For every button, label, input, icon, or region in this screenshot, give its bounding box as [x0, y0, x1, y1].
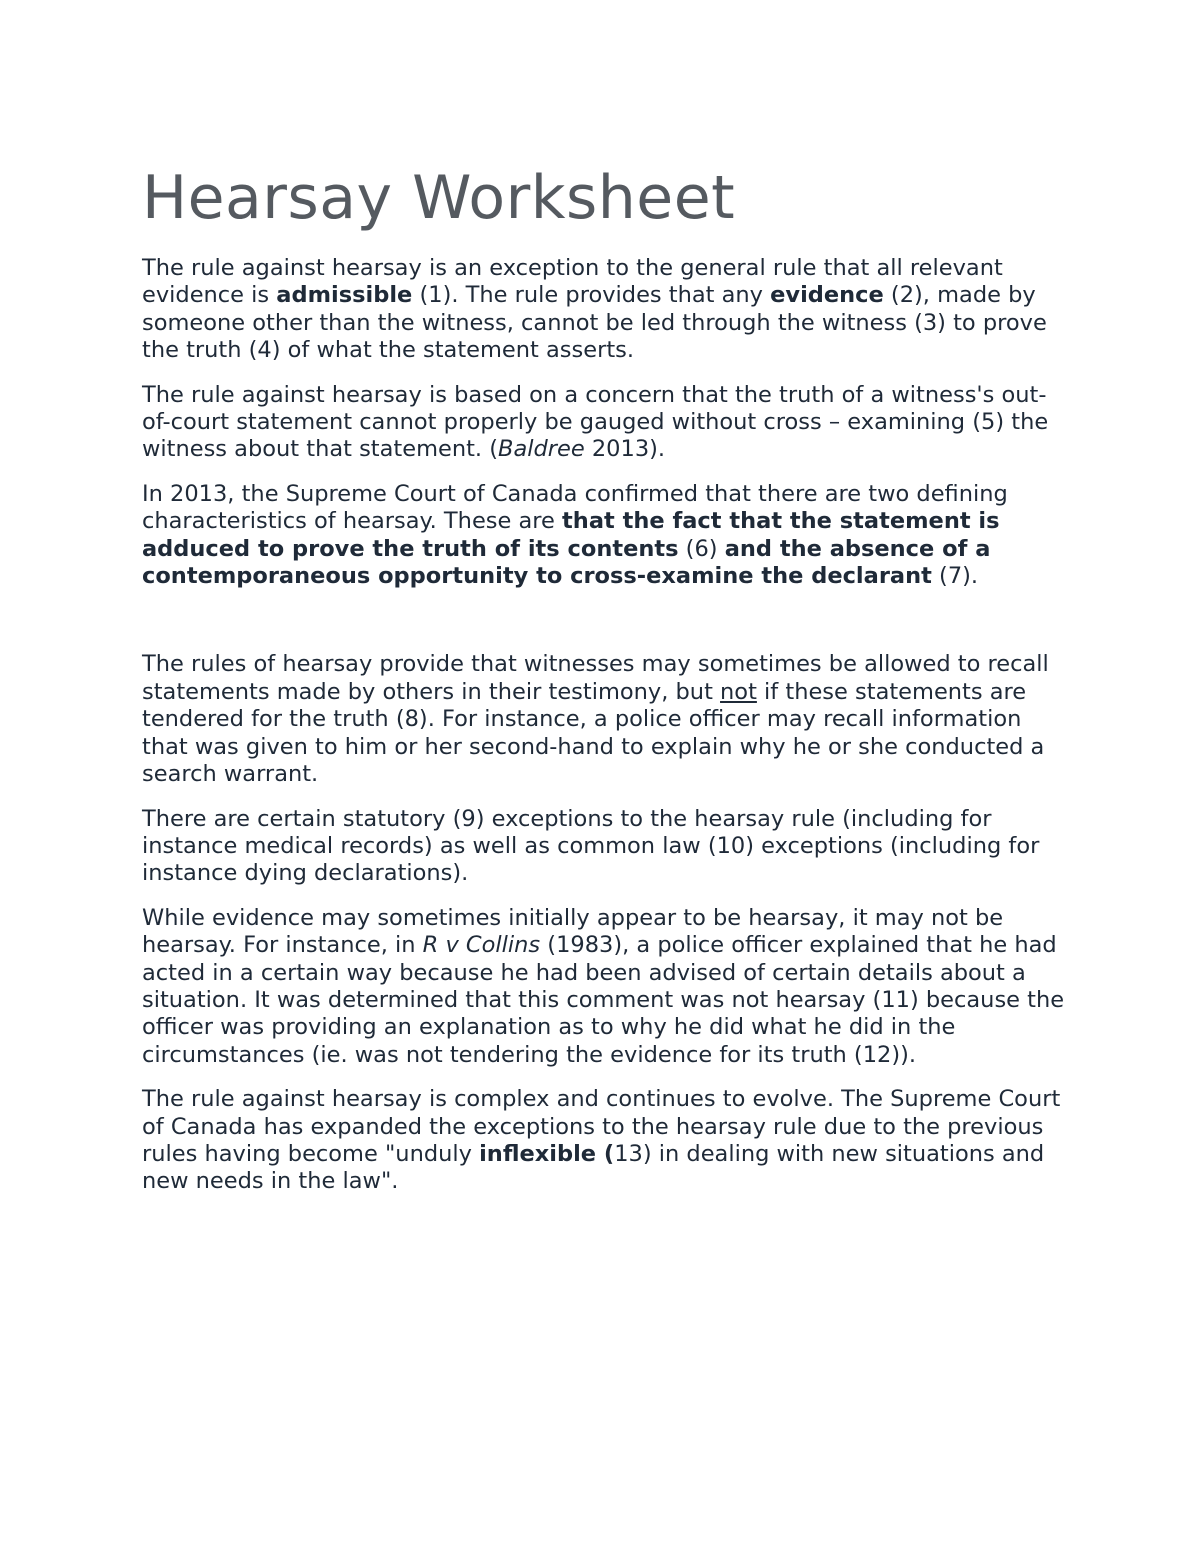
- text-run: (6): [678, 535, 725, 562]
- text-run: if these statements are tendered for the truth (8). For instance, a police officer may recall information that was given to him or her second-hand to explain why he or she conducted a search warrant.: [142, 678, 1045, 788]
- text-run: The rule against hearsay is based on a concern that the truth of a witness's out-of-court statement cannot properly be gauged without cross – examining (5) the witness about that statement. (: [142, 381, 1049, 463]
- blank-paragraph: [142, 607, 1072, 651]
- paragraph-recall-statements: [142, 651, 1072, 788]
- paragraph-rule-concern: [142, 382, 1072, 464]
- text-run: In 2013, the Supreme Court of Canada confirmed that there are two defining characteristics of hearsay. These are: [142, 480, 1008, 535]
- page-title: Hearsay Worksheet: [142, 163, 736, 233]
- text-run: (2), made by someone other than the witness, cannot be led through the witness (3) to prove the truth (4) of what the statement asserts.: [142, 282, 1047, 364]
- bold-answer-characteristic-2: and the absence of a contemporaneous opportunity to cross-examine the declarant: [142, 535, 991, 590]
- text-run: The rule against hearsay is complex and continues to evolve. The Supreme Court of Canada has expanded the exceptions to the hearsay rule due to the previous rules having become "unduly: [142, 1086, 1061, 1167]
- text-run: (7).: [931, 563, 979, 590]
- underlined-not: not: [720, 678, 757, 705]
- text-run: 2013).: [584, 436, 666, 463]
- text-run: 13) in dealing with new situations and new needs in the law".: [142, 1140, 1045, 1195]
- bold-answer-evidence: evidence: [770, 282, 884, 309]
- text-run: (1983), a police officer explained that he had acted in a certain way because he had been advised of certain details about a situation. It was determined that this comment was not hearsay (11) because the officer was providing an explanation as to why he did what he did in the circumstances (ie. was not tendering the evidence for its truth (12)).: [142, 932, 1065, 1068]
- text-run: (1). The rule provides that any: [412, 282, 771, 309]
- italic-case-baldree: Baldree: [498, 436, 585, 463]
- paragraph-rule-definition: [142, 255, 1072, 365]
- document-body: [142, 160, 1072, 1213]
- paragraph-exceptions: [142, 806, 1072, 888]
- text-run: There are certain statutory (9) exceptions to the hearsay rule (including for instance medical records) as well as common law (10) exceptions (including for instance dying declarations).: [142, 805, 1040, 887]
- text-run: While evidence may sometimes initially appear to be hearsay, it may not be hearsay. For instance, in: [142, 904, 1004, 959]
- bold-answer-admissible: admissible: [276, 282, 413, 309]
- bold-answer-inflexible: inflexible (: [479, 1140, 615, 1167]
- text-run: The rule against hearsay is an exception to the general rule that all relevant evidence is: [142, 255, 1003, 309]
- paragraph-defining-characteristics: [142, 481, 1072, 591]
- italic-case-collins: R v Collins: [422, 932, 541, 959]
- bold-answer-characteristic-1: that the fact that the statement is adduced to prove the truth of its contents: [142, 508, 1000, 562]
- paragraph-evolving-rule: [142, 1086, 1072, 1196]
- text-run: The rules of hearsay provide that witnesses may sometimes be allowed to recall statements made by others in their testimony, but: [142, 651, 1049, 705]
- paragraph-collins-example: [142, 905, 1072, 1069]
